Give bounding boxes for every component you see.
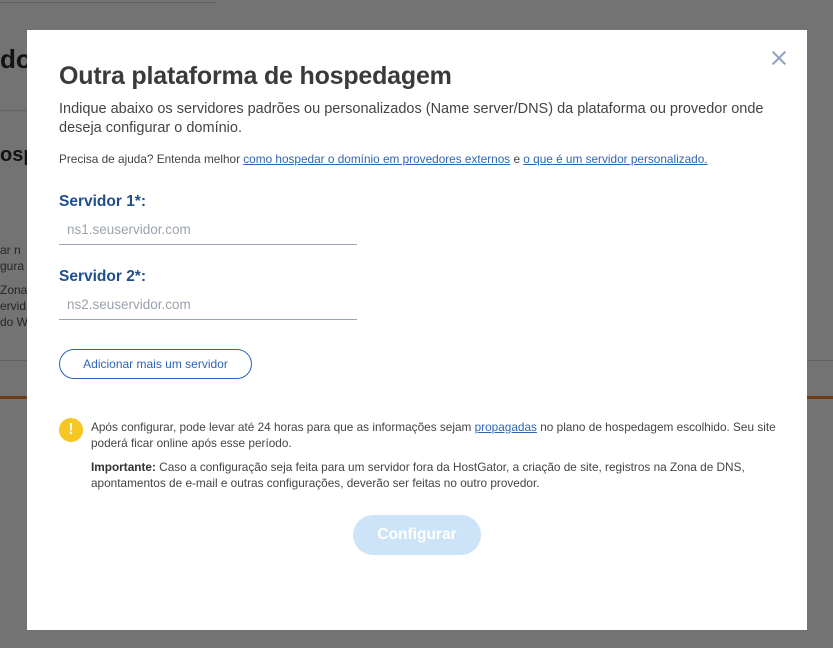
- modal-description: Indique abaixo os servidores padrões ou personalizados (Name server/DNS) da plataforma ou provedor onde deseja configurar o domínio.: [59, 101, 764, 136]
- info-text-part2: no plano de hospedagem escolhido. Seu site poderá ficar online após esse período.: [91, 420, 776, 450]
- help-text: [59, 152, 789, 166]
- server-1-label: Servidor 1*:: [59, 193, 147, 210]
- help-prefix: Precisa de ajuda? Entenda melhor: [59, 152, 244, 166]
- help-connector: e: [510, 152, 524, 166]
- server-2-input[interactable]: [59, 290, 357, 320]
- custom-server-help-link[interactable]: o que é um servidor personalizado.: [523, 152, 708, 166]
- add-server-button[interactable]: Adicionar mais um servidor: [59, 349, 252, 379]
- important-text: Caso a configuração seja feita para um servidor fora da HostGator, a criação de site, registros na Zona de DNS, apontamentos de e-mail e outras configurações, deverão ser feitas no outro provedor.: [91, 460, 745, 490]
- external-hosting-help-link[interactable]: como hospedar o domínio em provedores externos: [243, 152, 511, 166]
- hosting-platform-modal: [27, 30, 807, 630]
- important-label: Importante:: [91, 460, 156, 474]
- close-icon[interactable]: [769, 48, 789, 68]
- modal-title: Outra plataforma de hospedagem: [59, 62, 452, 90]
- warning-icon: !: [59, 418, 83, 442]
- info-text-part1: Após configurar, pode levar até 24 horas para que as informações sejam: [91, 420, 475, 434]
- important-info-text: [91, 459, 781, 491]
- server-1-input[interactable]: [59, 215, 357, 245]
- propagation-link[interactable]: propagadas: [474, 420, 537, 434]
- server-2-label: Servidor 2*:: [59, 268, 147, 285]
- configure-button[interactable]: Configurar: [353, 515, 481, 555]
- propagation-info-text: [91, 419, 781, 451]
